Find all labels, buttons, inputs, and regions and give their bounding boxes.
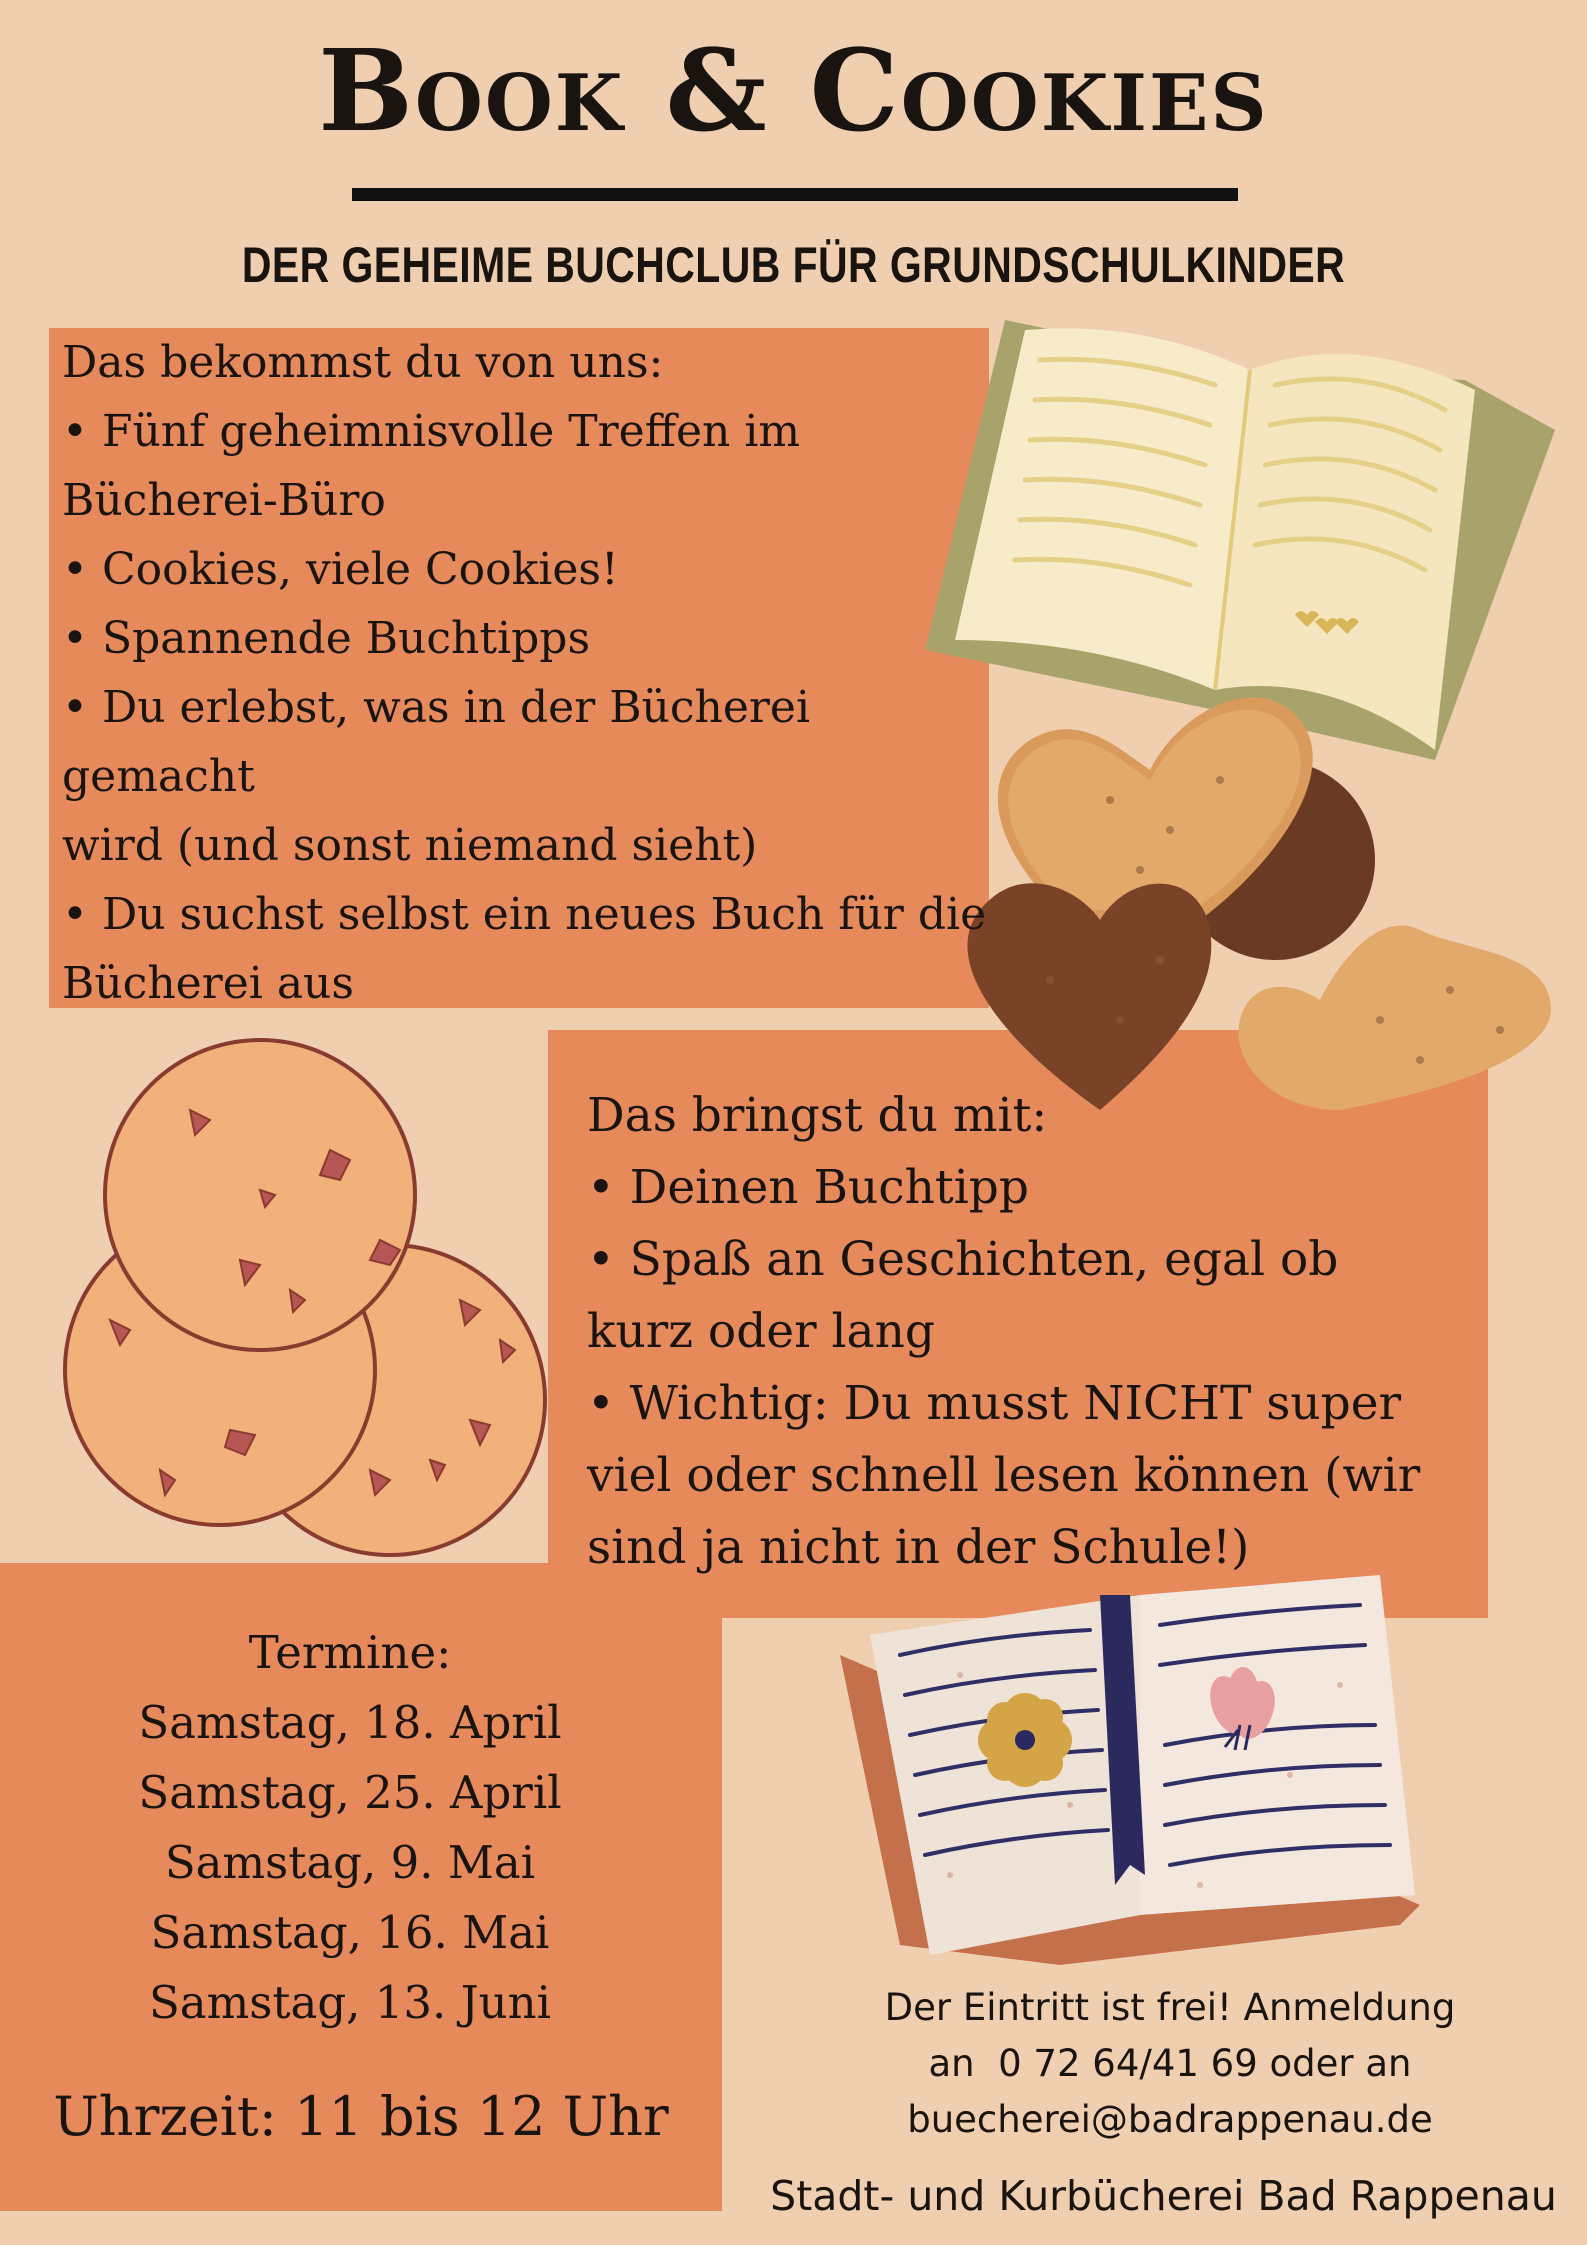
offer-heading: Das bekommst du von uns: xyxy=(62,337,664,388)
bring-line: • Spaß an Geschichten, egal ob xyxy=(587,1232,1339,1287)
bring-line: sind ja nicht in der Schule!) xyxy=(587,1520,1250,1575)
subtitle: DER GEHEIME BUCHCLUB FÜR GRUNDSCHULKINDER xyxy=(241,237,1346,293)
date-item: Samstag, 9. Mai xyxy=(164,1836,536,1889)
page-title: Book & Cookies xyxy=(318,26,1269,157)
offer-line: Bücherei aus xyxy=(62,958,354,1009)
library-name: Stadt- und Kurbücherei Bad Rappenau xyxy=(770,2172,1557,2220)
offer-line: • Du suchst selbst ein neues Buch für die xyxy=(62,889,987,940)
offer-line: • Du erlebst, was in der Bücherei gemacht xyxy=(62,682,825,802)
date-item: Samstag, 18. April xyxy=(138,1696,562,1749)
bring-line: kurz oder lang xyxy=(587,1304,935,1359)
contact-info xyxy=(840,1980,1500,2148)
offer-line: • Fünf geheimnisvolle Treffen im xyxy=(62,406,801,457)
bring-heading: Das bringst du mit: xyxy=(587,1088,1048,1143)
contact-line: Der Eintritt ist frei! Anmeldung xyxy=(884,1986,1456,2029)
time-info: Uhrzeit: 11 bis 12 Uhr xyxy=(53,2085,669,2148)
offer-line: • Spannende Buchtipps xyxy=(62,613,591,664)
date-item: Samstag, 13. Juni xyxy=(148,1976,551,2029)
offer-line: Bücherei-Büro xyxy=(62,475,386,526)
bring-list xyxy=(587,1080,1467,1584)
offer-list xyxy=(62,328,992,1018)
dates-heading: Termine: xyxy=(248,1626,452,1679)
notebook-with-flowers-illustration xyxy=(840,1575,1440,1965)
contact-line: an 0 72 64/41 69 oder an xyxy=(928,2042,1412,2085)
bring-line: • Wichtig: Du musst NICHT super xyxy=(587,1376,1402,1431)
contact-email[interactable]: buecherei@badrappenau.de xyxy=(907,2098,1433,2141)
title-underline xyxy=(352,188,1238,201)
date-item: Samstag, 25. April xyxy=(138,1766,562,1819)
dates-list xyxy=(0,1618,700,2038)
bring-line: viel oder schnell lesen können (wir xyxy=(587,1448,1421,1503)
heart-cookies-illustration xyxy=(940,660,1560,1120)
date-item: Samstag, 16. Mai xyxy=(150,1906,550,1959)
bring-line: • Deinen Buchtipp xyxy=(587,1160,1029,1215)
chocolate-chip-cookies-illustration xyxy=(60,1030,590,1560)
offer-line: • Cookies, viele Cookies! xyxy=(62,544,619,595)
offer-line: wird (und sonst niemand sieht) xyxy=(62,820,758,871)
